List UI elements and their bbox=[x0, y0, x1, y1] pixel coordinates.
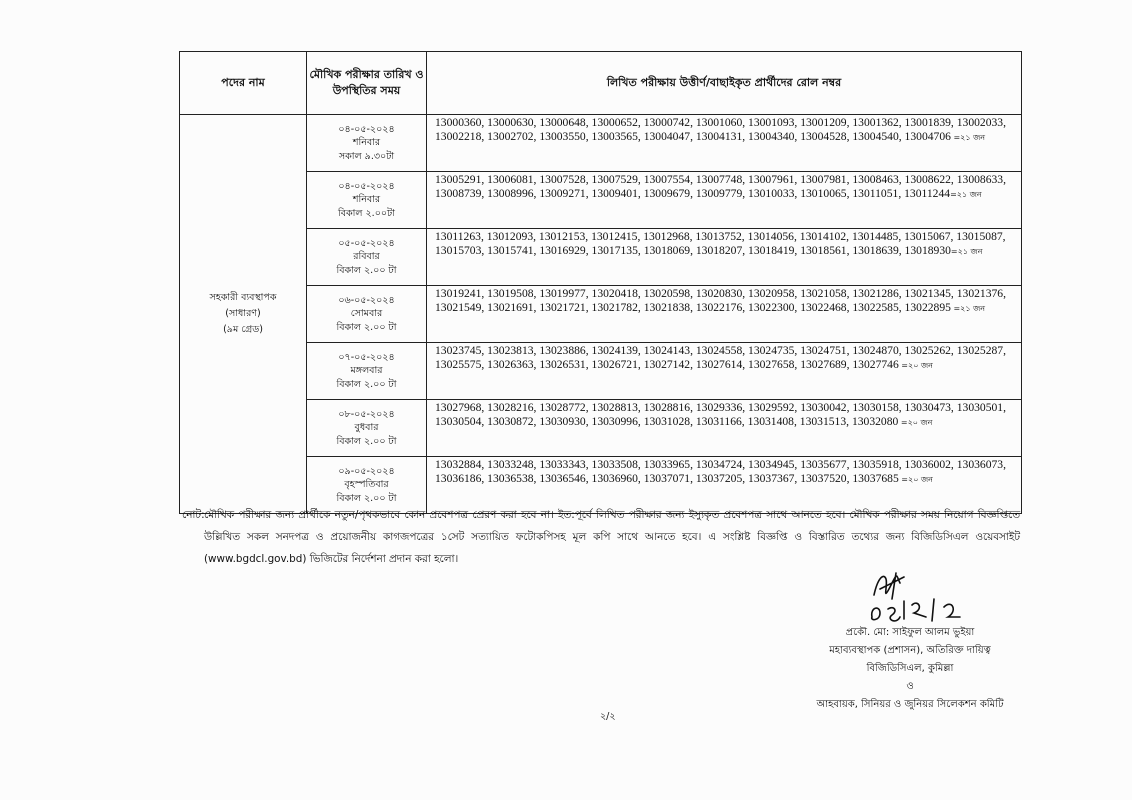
candidate-count: =২১ জন bbox=[950, 303, 986, 313]
roll-number-table bbox=[179, 51, 1022, 514]
candidate-count: =২০ জন bbox=[898, 417, 933, 427]
candidate-count: =২১ জন bbox=[950, 189, 982, 199]
interview-time: বিকাল ২.০০টা bbox=[338, 207, 395, 219]
post-name-cell bbox=[180, 115, 307, 514]
interview-date: ০৪-০৫-২০২৪ bbox=[338, 180, 395, 192]
table-row bbox=[180, 400, 1022, 457]
interview-schedule-cell bbox=[307, 400, 427, 457]
interview-time: বিকাল ২.০০ টা bbox=[336, 264, 397, 276]
roll-numbers-cell bbox=[427, 115, 1022, 172]
header-roll-numbers: লিখিত পরীক্ষায় উত্তীর্ণ/বাছাইকৃত প্রার্থীদের রোল নম্বর bbox=[427, 52, 1022, 115]
table-row bbox=[180, 229, 1022, 286]
interview-date: ০৯-০৫-২০২৪ bbox=[338, 465, 395, 477]
roll-number-list: 13011263, 13012093, 13012153, 13012415, 13012968, 13013752, 13014056, 13014102, 13014485, 13015067, 13015087, 13015703, 13015741, 13016929, 13017135, 13018069, 13018207, 13018419, 13018561, 13018639, 13018930 bbox=[435, 230, 1006, 257]
roll-number-list: 13032884, 13033248, 13033343, 13033508, 13033965, 13034724, 13034945, 13035677, 13035918, 13036002, 13036073, 13036186, 13036538, 13036546, 13036960, 13037071, 13037205, 13037367, 13037520, 13037685 bbox=[435, 458, 1006, 485]
table-row bbox=[180, 115, 1022, 172]
interview-day: মঙ্গলবার bbox=[350, 365, 383, 377]
signatory-role: আহবায়ক, সিনিয়র ও জুনিয়র সিলেকশন কমিটি bbox=[816, 699, 1004, 710]
candidate-count: =২০ জন bbox=[898, 474, 933, 484]
signature-block bbox=[745, 624, 1075, 714]
candidate-count: =২০ জন bbox=[898, 360, 933, 370]
note-label: নোট: bbox=[182, 509, 205, 521]
post-name-line: সহকারী ব্যবস্থাপক bbox=[209, 292, 277, 303]
interview-date: ০৭-০৫-২০২৪ bbox=[338, 351, 395, 363]
interview-date: ০৬-০৫-২০২৪ bbox=[338, 294, 395, 306]
interview-time: বিকাল ২.০০ টা bbox=[336, 492, 397, 504]
interview-day: রবিবার bbox=[353, 251, 380, 263]
interview-day: শনিবার bbox=[352, 194, 381, 206]
signatory-conjunction: ও bbox=[906, 681, 914, 692]
interview-schedule-cell bbox=[307, 172, 427, 229]
roll-numbers-cell bbox=[427, 343, 1022, 400]
roll-numbers-cell bbox=[427, 400, 1022, 457]
interview-day: বৃহস্পতিবার bbox=[344, 479, 389, 491]
signatory-name: প্রকৌ. মো: সাইফুল আলম ভুইয়া bbox=[845, 627, 975, 638]
signatory-organization: বিজিডিসিএল, কুমিল্লা bbox=[866, 663, 954, 674]
interview-day: শনিবার bbox=[352, 137, 381, 149]
interview-schedule-cell bbox=[307, 115, 427, 172]
interview-time: বিকাল ২.০০ টা bbox=[336, 378, 397, 390]
interview-day: সোমবার bbox=[350, 308, 383, 320]
post-name-line: (সাধারণ) bbox=[225, 308, 261, 319]
interview-schedule-cell bbox=[307, 343, 427, 400]
page-number: ২/২ bbox=[600, 711, 616, 722]
interview-date: ০৪-০৫-২০২৪ bbox=[338, 123, 395, 135]
table-row bbox=[180, 286, 1022, 343]
candidate-count: =২১ জন bbox=[950, 132, 986, 142]
interview-date: ০৫-০৫-২০২৪ bbox=[338, 237, 395, 249]
roll-numbers-cell bbox=[427, 229, 1022, 286]
interview-schedule-cell bbox=[307, 286, 427, 343]
interview-time: সকাল ৯.৩০টা bbox=[338, 150, 395, 162]
table-row bbox=[180, 172, 1022, 229]
roll-numbers-cell bbox=[427, 172, 1022, 229]
roll-number-list: 13023745, 13023813, 13023886, 13024139, 13024143, 13024558, 13024735, 13024751, 13024870, 13025262, 13025287, 13025575, 13026363, 13026531, 13026721, 13027142, 13027614, 13027658, 13027689, 13027746 bbox=[435, 344, 1006, 371]
roll-numbers-cell bbox=[427, 286, 1022, 343]
handwritten-signature bbox=[860, 565, 970, 623]
table-row bbox=[180, 343, 1022, 400]
note-section bbox=[182, 504, 1020, 570]
interview-date: ০৮-০৫-২০২৪ bbox=[338, 408, 395, 420]
roll-number-list: 13005291, 13006081, 13007528, 13007529, 13007554, 13007748, 13007961, 13007981, 13008463, 13008622, 13008633, 13008739, 13008996, 13009271, 13009401, 13009679, 13009779, 13010033, 13010065, 13011051, 13011244 bbox=[435, 173, 1006, 200]
header-post-name: পদের নাম bbox=[180, 52, 307, 115]
roll-number-list: 13000360, 13000630, 13000648, 13000652, 13000742, 13001060, 13001093, 13001209, 13001362, 13001839, 13002033, 13002218, 13002702, 13003550, 13003565, 13004047, 13004131, 13004340, 13004528, 13004540, 13004706 bbox=[435, 116, 1006, 143]
interview-time: বিকাল ২.০০ টা bbox=[336, 435, 397, 447]
note-text: মৌখিক পরীক্ষার জন্য প্রার্থীকে নতুন/পৃথকভাবে কোন প্রবেশপত্র প্রেরণ করা হবে না। ইত:পূর্বে লিখিত পরীক্ষার জন্য ইস্যুকৃত প্রবেশপত্র সাথে আনতে হবে। মৌখিক পরীক্ষার সময় নিয়োগ বিজ্ঞপ্তিতে উল্লিখিত সকল সনদপত্র ও প্রয়োজনীয় কাগজপত্রের ১সেট সত্যায়িত ফটোকপিসহ মূল কপি সাথে আনতে হবে। এ সংশ্লিষ্ট বিজ্ঞপ্তি ও বিস্তারিত তথ্যের জন্য বিজিডিসিএল ওয়েবসাইট (www.bgdcl.gov.bd) ভিজিটের নির্দেশনা প্রদান করা হলো। bbox=[204, 509, 1020, 565]
interview-time: বিকাল ২.০০ টা bbox=[336, 321, 397, 333]
interview-day: বুধবার bbox=[354, 422, 379, 434]
signatory-title: মহাব্যবস্থাপক (প্রশাসন), অতিরিক্ত দায়িত্ব bbox=[829, 645, 991, 656]
candidate-count: =২১ জন bbox=[950, 246, 983, 256]
roll-number-list: 13027968, 13028216, 13028772, 13028813, 13028816, 13029336, 13029592, 13030042, 13030158, 13030473, 13030501, 13030504, 13030872, 13030930, 13030996, 13031028, 13031166, 13031408, 13031513, 13032080 bbox=[435, 401, 1006, 428]
header-interview-date-time: মৌখিক পরীক্ষার তারিখ ও উপস্থিতির সময় bbox=[307, 52, 427, 115]
table-header-row bbox=[180, 52, 1022, 115]
roll-number-list: 13019241, 13019508, 13019977, 13020418, 13020598, 13020830, 13020958, 13021058, 13021286, 13021345, 13021376, 13021549, 13021691, 13021721, 13021782, 13021838, 13022176, 13022300, 13022468, 13022585, 13022895 bbox=[435, 287, 1006, 314]
interview-schedule-cell bbox=[307, 229, 427, 286]
post-name-line: (৯ম গ্রেড) bbox=[223, 324, 263, 335]
